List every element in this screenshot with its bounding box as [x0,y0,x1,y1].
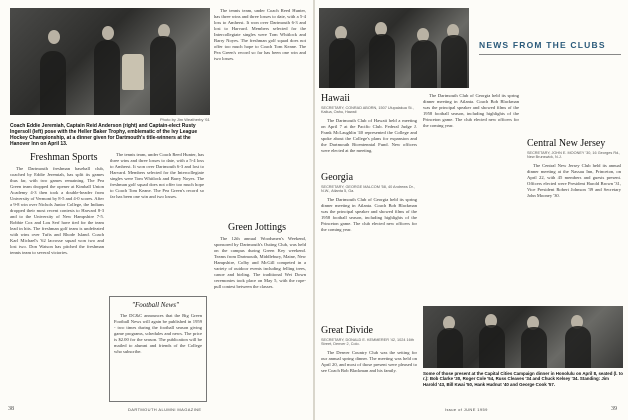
hawaii-text [321,118,417,168]
news-from-the-clubs-heading: NEWS FROM THE CLUBS [479,40,606,50]
football-news-box [109,296,207,402]
left-page [0,0,313,420]
middle-column-text [110,152,204,302]
photo-caption: Coach Eddie Jeremiah, Captain Reid Anderson (right) and Captain-elect Rusty Ingersoll (left) pose with the Heller Baker Trophy, emblematic of the Ivy League Hockey Championship, at a dinner given for Dartmouth's title-winners at the Hanover Inn on April 13. [10,123,198,147]
person-figure [150,36,176,115]
georgia-text [321,197,417,315]
freshman-sports-heading: Freshman Sports [30,152,98,163]
football-news-text [114,313,202,397]
trophy [122,54,144,90]
page-number-right: 39 [611,406,617,412]
green-jottings-paragraph: The 12th annual Woodsmen's Weekend, sponsored by Dartmouth's Outing Club, was held on the campus during Green Key weekend. Teams from Dartmouth, Middlebury, Maine, New Hampshire, Colby and McGill competed in a variety of outdoor events including felling trees, canoe and birling. The traditional Wet Down ceremonies took place on May 5, with the rope-pull contest between the classes. [214,236,306,289]
page-number-left: 38 [8,406,14,412]
person-figure [329,38,355,88]
central-nj-text [527,163,621,303]
freshman-sports-text [10,166,104,398]
great-divide-secretary: SECRETARY, DONALD E. KEMMERER '42, 1024 16th Street, Denver 2, Colo. [321,338,414,346]
capital-cities-caption: Some of those present at the Capital Cities Campaign dinner in Honolulu on April 8, seated (l. to r.): Bob Clarke '30, Roger Cole '54, Russ Cleaves '34 and Chuck Kelsey '34. Standing: Jim Harold '43, Bill Kwai '50, Hank Hudnut '40 and George Cook '57. [423,371,623,387]
georgia-heading: Georgia [321,172,354,183]
great-divide-text [321,350,417,402]
person-head [102,26,114,40]
right-paragraph: The tennis team, under Coach Reed Hunter, has three wins and three losses to date, with a 5-4 loss to Amherst. It won over Dartmouth 6-3 and lost to Harvard. Members selected for the Intercollegiate singles were Tom Whitlock and Barry Noyes. The freshman golf squad does not offer too much hope to Coach Tom Keane. The Pea Green's record so far has been one win and two losses. [214,8,306,61]
person-figure [437,328,463,368]
football-news-paragraph: The DC&C announces that the Big Green Football News will again be published in 1959 - two times during the football season giving game programs, schedules and news. The price is $2.00 for the season. The publication will be mailed to alumni and friends of the College who subscribe. [114,313,202,354]
middle-paragraph: The tennis team, under Coach Reed Hunter, has three wins and three losses to date, with a 5-4 loss to Amherst. It won over Dartmouth 6-3 and lost to Harvard. Members selected for the Intercollegiate singles were Tom Whitlock and Barry Noyes. The freshman golf squad does not offer too much hope to Coach Tom Keane. The Pea Green's record so far has been one win and two losses. [110,152,204,199]
footer-left: DARTMOUTH ALUMNI MAGAZINE [128,407,202,412]
middle-right-paragraph: The Dartmouth Club of Georgia held its spring dinner meeting in Atlanta. Coach Bob Blackman was the principal speaker and showed films of the 1958 football season, including highlights of the Princeton game. The club elected new officers for the coming year. [423,93,519,128]
great-divide-paragraph: The Denver Country Club was the setting for our annual spring dinner. The meeting was held on April 20, and most of those present were pleased to see Coach Bob Blackman and his family. [321,350,417,373]
hawaii-paragraph: The Dartmouth Club of Hawaii held a meeting on April 7 at the Pacific Club. Federal Judge J. Frank McLaughlin '40 represented the College and spoke about the College's plans for expansion and the Dartmouth Bicentennial Fund. New officers were elected at the meeting. [321,118,417,153]
heading-rule [479,54,621,55]
green-jottings-heading: Green Jottings [228,222,287,233]
person-figure [521,327,547,368]
football-news-title: "Football News" [132,301,179,309]
person-figure [411,40,437,88]
central-nj-secretary: SECRETARY, JOHN E. MOONEY '30, 16 Georges Rd., New Brunswick, N.J. [527,151,621,159]
hockey-trophy-photo [10,8,210,115]
person-figure [369,34,395,88]
hawaii-secretary: SECRETARY, CONRAD ABORN, 1507 Ulupalakua St., Kailua, Oahu, Hawaii [321,106,414,114]
person-figure [94,40,120,115]
capital-cities-photo [423,306,623,368]
freshman-paragraph: The Dartmouth freshman baseball club, coached by Eddie Jeremiah, has split its games thus far, with two games remaining. The Pea Green team dropped the opener at Kimball Union Academy 4-3 then took a double-header from University of Vermont by 8-5 and 4-0 scores. After a 9-8 win over Nichols Junior College, the Indians dropped their most recent contests to Harvard 8-3 and to the University of New Hampshire 7-5. Robbie Cox and Lou Serf have tied for the team lead in hits. The freshman golf team is undefeated with wins over Tufts and Rhode Island. Coach Karl Michael's '62 lacrosse squad won two and lost two. Don Watson has pitched the freshman tennis team to several victories. [10,166,104,255]
georgia-paragraph: The Dartmouth Club of Georgia held its spring dinner meeting in Atlanta. Coach Bob Blackman was the principal speaker and showed films of the 1958 football season, including highlights of the Princeton game. The club elected new officers for the coming year. [321,197,417,232]
club-dinner-photo [319,8,469,88]
person-head [48,30,60,44]
great-divide-heading: Great Divide [321,325,373,336]
middle-column-right [423,93,519,303]
central-nj-heading: Central New Jersey [527,138,606,149]
footer-right: Issue of JUNE 1959 [445,407,488,412]
person-figure [441,35,467,88]
person-figure [40,51,66,115]
georgia-secretary: SECRETARY, GEORGE MALCOM '58, 40 Andrews Dr., N.W., Atlanta 5, Ga. [321,185,415,193]
hawaii-heading: Hawaii [321,93,350,104]
right-page [315,0,628,420]
person-figure [479,325,505,368]
person-figure [565,326,591,368]
photo-credit: Photo by Jim Weatherby '61 [160,117,210,122]
central-nj-paragraph: The Central New Jersey Club held its annual dinner meeting at the Nassau Inn, Princeton, on April 22, with 45 members and guests present. Officers elected were President Harold Brown '31, Vice President Robert Johnson '39 and Secretary John Mooney '30. [527,163,621,198]
right-column-text [214,8,306,216]
green-jottings-text [214,236,306,402]
